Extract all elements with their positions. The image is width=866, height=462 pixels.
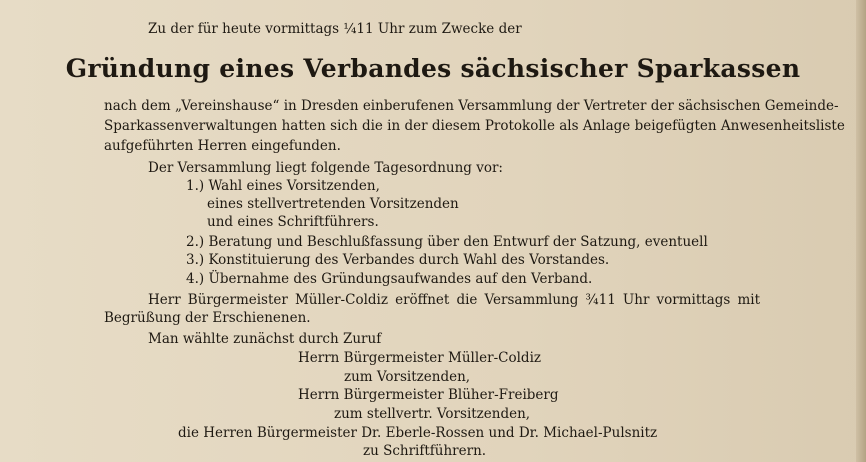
election-line: zu Schriftführern. (363, 443, 487, 459)
paragraph-line: aufgeführten Herren eingefunden. (104, 138, 341, 154)
agenda-item: 4.) Übernahme des Gründungsaufwandes auf den Verband. (186, 271, 593, 287)
election-line: zum stellvertr. Vorsitzenden, (334, 406, 531, 422)
paragraph-line: Herr Bürgermeister Müller-Coldiz eröffnet die Versammlung ¾11 Uhr vormittags mit (148, 292, 760, 308)
election-line: die Herren Bürgermeister Dr. Eberle-Rossen und Dr. Michael-Pulsnitz (178, 425, 658, 441)
agenda-item-continuation: und eines Schriftführers. (207, 214, 379, 230)
election-line: zum Vorsitzenden, (344, 369, 471, 385)
agenda-item: 2.) Beratung und Beschlußfassung über den Entwurf der Satzung, eventuell (186, 234, 708, 250)
agenda-item-continuation: eines stellvertretenden Vorsitzenden (207, 196, 459, 212)
agenda-item: 3.) Konstituierung des Verbandes durch Wahl des Vorstandes. (186, 252, 610, 268)
agenda-intro: Der Versammlung liegt folgende Tagesordnung vor: (148, 160, 503, 176)
document-title: Gründung eines Verbandes sächsischer Sparkassen (65, 54, 801, 83)
intro-line: Zu der für heute vormittags ¼11 Uhr zum Zwecke der (148, 21, 522, 37)
election-line: Herrn Bürgermeister Blüher-Freiberg (298, 387, 559, 403)
paragraph-line: Begrüßung der Erschienenen. (104, 310, 311, 326)
page-edge (856, 0, 866, 462)
election-intro: Man wählte zunächst durch Zuruf (148, 331, 382, 347)
election-line: Herrn Bürgermeister Müller-Coldiz (298, 350, 542, 366)
agenda-item: 1.) Wahl eines Vorsitzenden, (186, 178, 380, 194)
paragraph-line: Sparkassenverwaltungen hatten sich die in der diesem Protokolle als Anlage beigefügten Anwesenheitsliste (104, 118, 845, 134)
paragraph-line: nach dem „Vereinshause“ in Dresden einberufenen Versammlung der Vertreter der sächsischen Gemeinde- (104, 98, 839, 114)
